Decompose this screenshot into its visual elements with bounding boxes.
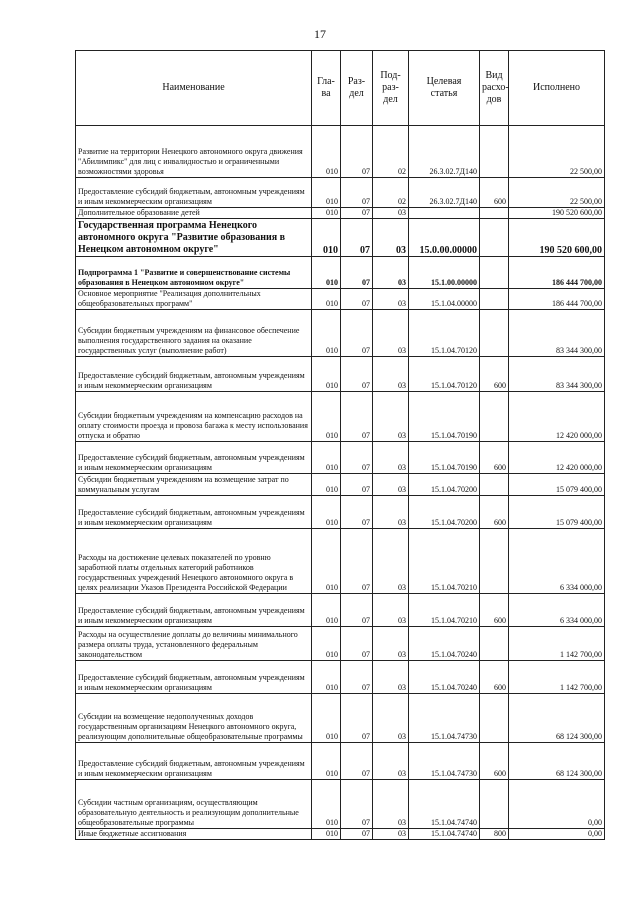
- row-name: Иные бюджетные ассигнования: [76, 829, 312, 840]
- table-row: [76, 594, 605, 627]
- row-vid-rashodov: [480, 694, 509, 743]
- row-ispolneno: 6 334 000,00: [509, 594, 605, 627]
- row-ispolneno: 68 124 300,00: [509, 694, 605, 743]
- row-name: Предоставление субсидий бюджетным, автономным учреждениям и иным некоммерческим организациям: [76, 743, 312, 780]
- row-celevaya-statya: 15.1.04.74740: [409, 780, 480, 829]
- header-name: Наименование: [76, 51, 312, 126]
- row-name: Основное мероприятие "Реализация дополнительных общеобразовательных программ": [76, 289, 312, 310]
- row-podrazdel: 03: [373, 627, 409, 661]
- row-vid-rashodov: 600: [480, 594, 509, 627]
- row-podrazdel: 03: [373, 829, 409, 840]
- table-row: [76, 743, 605, 780]
- table-row: [76, 829, 605, 840]
- row-ispolneno: 22 500,00: [509, 126, 605, 178]
- row-glava: 010: [312, 661, 341, 694]
- row-podrazdel: 03: [373, 743, 409, 780]
- row-celevaya-statya: 15.1.04.70120: [409, 357, 480, 392]
- row-ispolneno: 6 334 000,00: [509, 529, 605, 594]
- row-glava: 010: [312, 357, 341, 392]
- row-vid-rashodov: [480, 257, 509, 289]
- header-razdel: Раз- дел: [341, 51, 373, 126]
- row-name: Субсидии бюджетным учреждениям на компенсацию расходов на оплату стоимости проезда и провоза багажа к месту использования отпуска и обратно: [76, 392, 312, 442]
- row-podrazdel: 02: [373, 126, 409, 178]
- row-razdel: 07: [341, 126, 373, 178]
- row-celevaya-statya: 15.1.04.74730: [409, 743, 480, 780]
- row-vid-rashodov: 600: [480, 496, 509, 529]
- row-glava: 010: [312, 829, 341, 840]
- row-celevaya-statya: 15.1.04.70210: [409, 594, 480, 627]
- row-razdel: 07: [341, 594, 373, 627]
- row-name: Субсидии бюджетным учреждениям на возмещение затрат по коммунальным услугам: [76, 474, 312, 496]
- row-razdel: 07: [341, 392, 373, 442]
- row-glava: 010: [312, 496, 341, 529]
- table-row: [76, 392, 605, 442]
- row-vid-rashodov: 800: [480, 829, 509, 840]
- row-name: Субсидии на возмещение недополученных доходов государственным организациям Ненецкого автономного округа, реализующим дополнительные общеобразовательные программы: [76, 694, 312, 743]
- row-razdel: 07: [341, 780, 373, 829]
- row-name: Предоставление субсидий бюджетным, автономным учреждениям и иным некоммерческим организациям: [76, 442, 312, 474]
- row-podrazdel: 03: [373, 219, 409, 257]
- row-razdel: 07: [341, 496, 373, 529]
- row-podrazdel: 03: [373, 496, 409, 529]
- table-row: [76, 310, 605, 357]
- row-glava: 010: [312, 529, 341, 594]
- row-vid-rashodov: [480, 126, 509, 178]
- row-celevaya-statya: 15.1.04.74740: [409, 829, 480, 840]
- header-podrazdel: Под- раз- дел: [373, 51, 409, 126]
- row-razdel: 07: [341, 219, 373, 257]
- row-podrazdel: 02: [373, 178, 409, 208]
- row-glava: 010: [312, 392, 341, 442]
- table-row: [76, 208, 605, 219]
- row-name: Расходы на осуществление доплаты до величины минимального размера оплаты труда, установленного федеральным законодательством: [76, 627, 312, 661]
- row-ispolneno: 0,00: [509, 780, 605, 829]
- row-celevaya-statya: 15.1.04.70240: [409, 627, 480, 661]
- row-celevaya-statya: 26.3.02.7Д140: [409, 178, 480, 208]
- row-ispolneno: 190 520 600,00: [509, 208, 605, 219]
- row-vid-rashodov: [480, 289, 509, 310]
- page-number: 17: [314, 27, 326, 41]
- row-razdel: 07: [341, 661, 373, 694]
- row-glava: 010: [312, 126, 341, 178]
- table-row: [76, 496, 605, 529]
- row-vid-rashodov: 600: [480, 442, 509, 474]
- row-razdel: 07: [341, 694, 373, 743]
- row-vid-rashodov: [480, 529, 509, 594]
- row-glava: 010: [312, 594, 341, 627]
- table-row: [76, 661, 605, 694]
- row-celevaya-statya: 15.1.04.70200: [409, 496, 480, 529]
- row-ispolneno: 12 420 000,00: [509, 392, 605, 442]
- budget-table: [75, 50, 605, 840]
- row-ispolneno: 12 420 000,00: [509, 442, 605, 474]
- row-celevaya-statya: 15.0.00.00000: [409, 219, 480, 257]
- row-glava: 010: [312, 627, 341, 661]
- table-row: [76, 257, 605, 289]
- row-glava: 010: [312, 219, 341, 257]
- row-celevaya-statya: 15.1.00.00000: [409, 257, 480, 289]
- row-glava: 010: [312, 289, 341, 310]
- row-celevaya-statya: 15.1.04.70200: [409, 474, 480, 496]
- row-podrazdel: 03: [373, 208, 409, 219]
- row-ispolneno: 1 142 700,00: [509, 661, 605, 694]
- row-vid-rashodov: [480, 780, 509, 829]
- row-celevaya-statya: 15.1.04.70240: [409, 661, 480, 694]
- row-vid-rashodov: 600: [480, 661, 509, 694]
- row-name: Предоставление субсидий бюджетным, автономным учреждениям и иным некоммерческим организациям: [76, 357, 312, 392]
- row-ispolneno: 186 444 700,00: [509, 257, 605, 289]
- row-vid-rashodov: 600: [480, 357, 509, 392]
- header-glava: Гла- ва: [312, 51, 341, 126]
- header-celevaya-statya: Целевая статья: [409, 51, 480, 126]
- row-podrazdel: 03: [373, 594, 409, 627]
- row-glava: 010: [312, 208, 341, 219]
- row-glava: 010: [312, 442, 341, 474]
- table-row: [76, 357, 605, 392]
- row-celevaya-statya: 15.1.04.74730: [409, 694, 480, 743]
- table-row: [76, 694, 605, 743]
- row-celevaya-statya: [409, 208, 480, 219]
- row-razdel: 07: [341, 474, 373, 496]
- row-glava: 010: [312, 474, 341, 496]
- row-razdel: 07: [341, 310, 373, 357]
- row-podrazdel: 03: [373, 310, 409, 357]
- row-razdel: 07: [341, 743, 373, 780]
- row-razdel: 07: [341, 529, 373, 594]
- row-celevaya-statya: 15.1.04.70190: [409, 442, 480, 474]
- row-celevaya-statya: 26.3.02.7Д140: [409, 126, 480, 178]
- row-glava: 010: [312, 743, 341, 780]
- row-name: Предоставление субсидий бюджетным, автономным учреждениям и иным некоммерческим организациям: [76, 178, 312, 208]
- table-row: [76, 178, 605, 208]
- row-razdel: 07: [341, 289, 373, 310]
- table-row: [76, 126, 605, 178]
- row-celevaya-statya: 15.1.04.70120: [409, 310, 480, 357]
- row-name: Субсидии частным организациям, осуществляющим образовательную деятельность и реализующим дополнительные общеобразовательные программы: [76, 780, 312, 829]
- row-ispolneno: 1 142 700,00: [509, 627, 605, 661]
- row-vid-rashodov: [480, 392, 509, 442]
- row-vid-rashodov: [480, 219, 509, 257]
- table-body: [76, 126, 605, 840]
- row-name: Развитие на территории Ненецкого автономного округа движения "Абилимпикс" для лиц с инвалидностью и ограниченными возможностями здоровья: [76, 126, 312, 178]
- row-podrazdel: 03: [373, 694, 409, 743]
- row-ispolneno: 186 444 700,00: [509, 289, 605, 310]
- row-ispolneno: 190 520 600,00: [509, 219, 605, 257]
- row-razdel: 07: [341, 829, 373, 840]
- row-name: Государственная программа Ненецкого автономного округа "Развитие образования в Ненецком автономном округе": [76, 219, 312, 257]
- row-glava: 010: [312, 310, 341, 357]
- table-row: [76, 442, 605, 474]
- row-vid-rashodov: [480, 474, 509, 496]
- row-razdel: 07: [341, 208, 373, 219]
- row-celevaya-statya: 15.1.04.70190: [409, 392, 480, 442]
- table-row: [76, 289, 605, 310]
- row-podrazdel: 03: [373, 529, 409, 594]
- row-ispolneno: 15 079 400,00: [509, 496, 605, 529]
- row-ispolneno: 68 124 300,00: [509, 743, 605, 780]
- row-vid-rashodov: [480, 310, 509, 357]
- header-vid-rashodov: Вид расхо- дов: [480, 51, 509, 126]
- table-row: [76, 529, 605, 594]
- row-ispolneno: 0,00: [509, 829, 605, 840]
- row-razdel: 07: [341, 357, 373, 392]
- row-podrazdel: 03: [373, 442, 409, 474]
- table-row: [76, 780, 605, 829]
- table-header-row: [76, 51, 605, 126]
- row-razdel: 07: [341, 627, 373, 661]
- row-vid-rashodov: 600: [480, 178, 509, 208]
- row-glava: 010: [312, 780, 341, 829]
- row-vid-rashodov: 600: [480, 743, 509, 780]
- row-podrazdel: 03: [373, 661, 409, 694]
- row-glava: 010: [312, 694, 341, 743]
- row-podrazdel: 03: [373, 392, 409, 442]
- row-ispolneno: 83 344 300,00: [509, 357, 605, 392]
- row-podrazdel: 03: [373, 289, 409, 310]
- row-glava: 010: [312, 178, 341, 208]
- row-name: Предоставление субсидий бюджетным, автономным учреждениям и иным некоммерческим организациям: [76, 661, 312, 694]
- row-podrazdel: 03: [373, 780, 409, 829]
- row-vid-rashodov: [480, 208, 509, 219]
- table-row: [76, 219, 605, 257]
- row-podrazdel: 03: [373, 357, 409, 392]
- row-glava: 010: [312, 257, 341, 289]
- row-name: Предоставление субсидий бюджетным, автономным учреждениям и иным некоммерческим организациям: [76, 594, 312, 627]
- row-podrazdel: 03: [373, 257, 409, 289]
- row-name: Субсидии бюджетным учреждениям на финансовое обеспечение выполнения государственного задания на оказание государственных услуг (выполнение работ): [76, 310, 312, 357]
- row-ispolneno: 15 079 400,00: [509, 474, 605, 496]
- header-ispolneno: Исполнено: [509, 51, 605, 126]
- table-row: [76, 474, 605, 496]
- row-name: Дополнительное образование детей: [76, 208, 312, 219]
- row-name: Предоставление субсидий бюджетным, автономным учреждениям и иным некоммерческим организациям: [76, 496, 312, 529]
- row-celevaya-statya: 15.1.04.70210: [409, 529, 480, 594]
- row-name: Подпрограмма 1 "Развитие и совершенствование системы образования в Ненецком автономном округе": [76, 257, 312, 289]
- row-ispolneno: 22 500,00: [509, 178, 605, 208]
- row-celevaya-statya: 15.1.04.00000: [409, 289, 480, 310]
- row-razdel: 07: [341, 442, 373, 474]
- row-razdel: 07: [341, 257, 373, 289]
- row-ispolneno: 83 344 300,00: [509, 310, 605, 357]
- table-row: [76, 627, 605, 661]
- row-name: Расходы на достижение целевых показателей по уровню заработной платы отдельных категорий работников государственных учреждений Ненецкого автономного округа в целях реализации Указов Президента Российской Федерации: [76, 529, 312, 594]
- row-podrazdel: 03: [373, 474, 409, 496]
- row-vid-rashodov: [480, 627, 509, 661]
- row-razdel: 07: [341, 178, 373, 208]
